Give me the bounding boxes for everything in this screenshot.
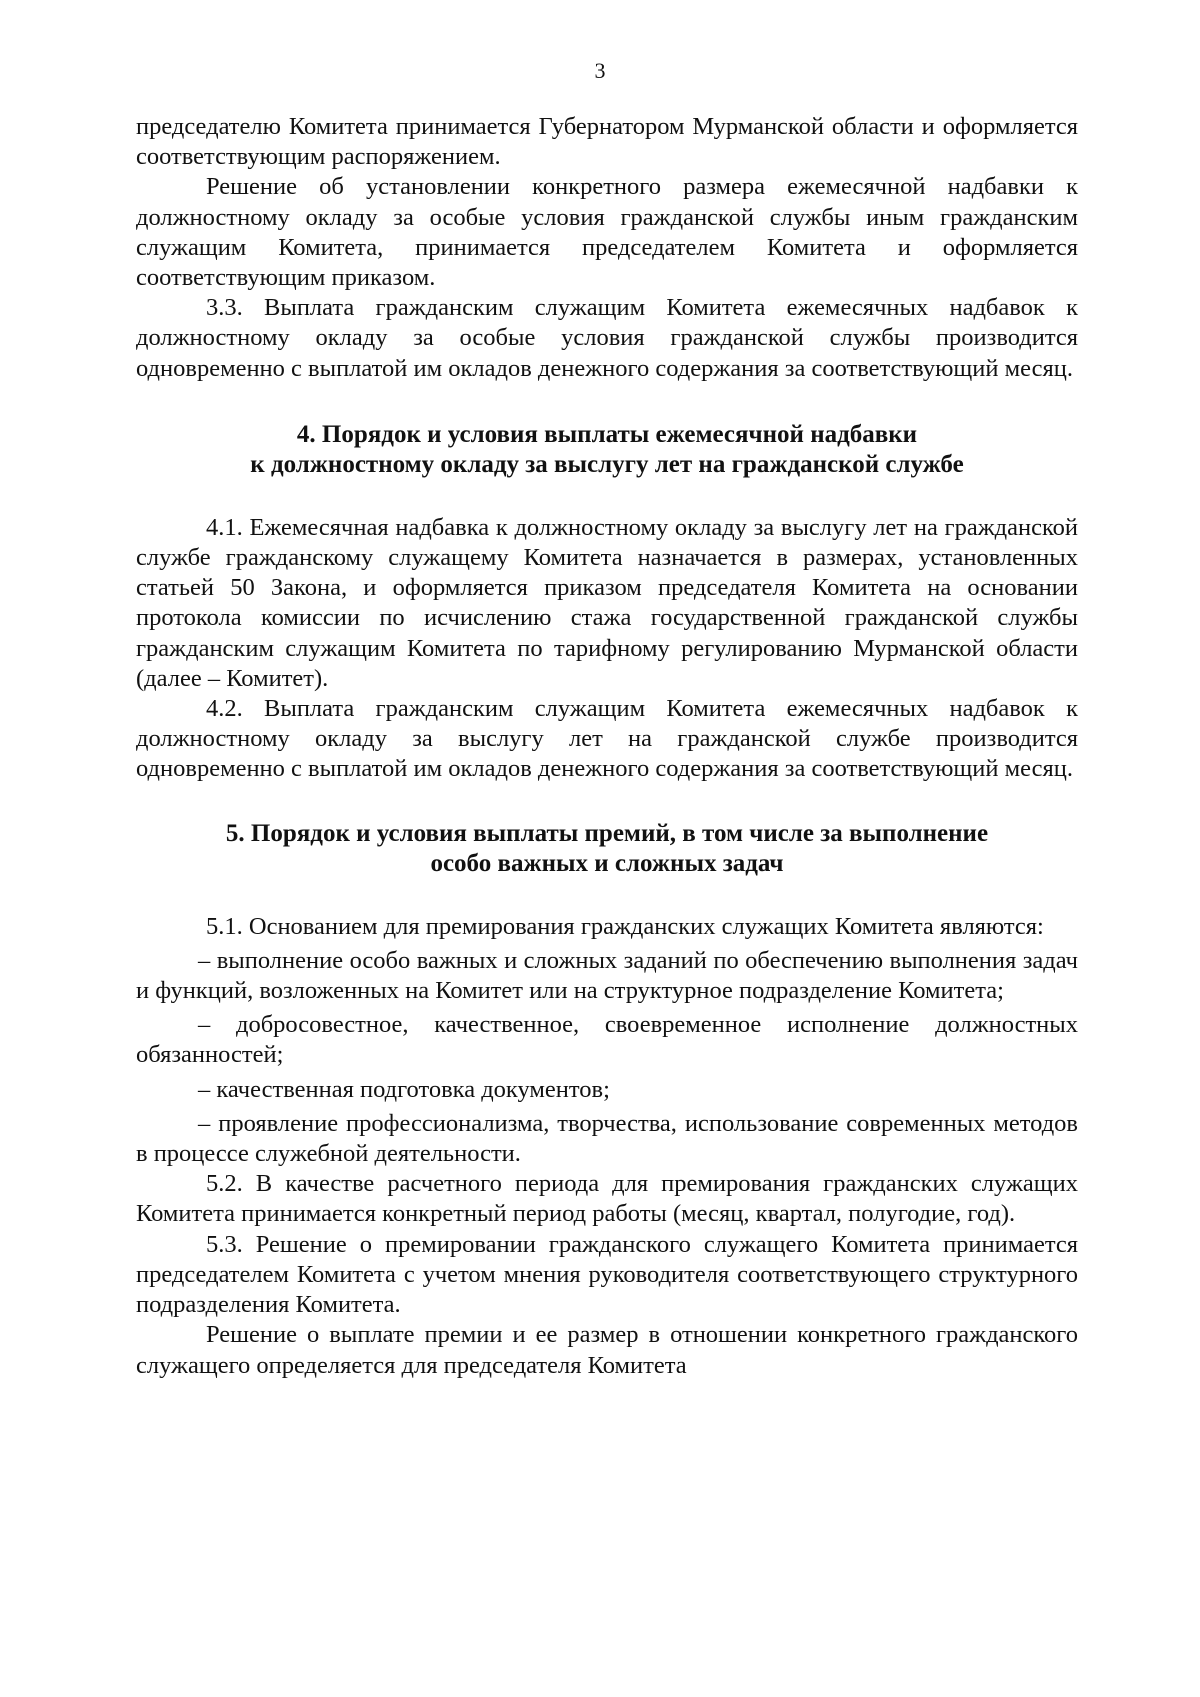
paragraph-4-1: 4.1. Ежемесячная надбавка к должностному окладу за выслугу лет на гражданской службе гражданскому служащему Комитета назначается в размерах, установленных статьей 50 Закона, и оформляется приказом председателя Комитета на основании протокола комиссии по исчислению стажа государственной гражданской службы гражданским служащим Комитета по тарифному регулированию Мурманской области (далее – Комитет). <box>136 513 1078 692</box>
list-item: – качественная подготовка документов; <box>198 1075 610 1103</box>
paragraph-continuation: председателю Комитета принимается Губернатором Мурманской области и оформляется соответствующим распоряжением. <box>136 113 1078 171</box>
paragraph-5-2: 5.2. В качестве расчетного периода для премирования гражданских служащих Комитета принимается конкретный период работы (месяц, квартал, полугодие, год). <box>136 1170 1078 1228</box>
document-body <box>136 112 1078 1381</box>
paragraph-5-3-decision: Решение о выплате премии и ее размер в отношении конкретного гражданского служащего определяется для председателя Комитета <box>136 1321 1078 1379</box>
section-4-heading <box>136 420 1078 481</box>
page-number: 3 <box>594 58 606 83</box>
section-5-heading <box>136 819 1078 880</box>
paragraph-5-3: 5.3. Решение о премировании гражданского служащего Комитета принимается председателем Комитета с учетом мнения руководителя соответствующего структурного подразделения Комитета. <box>136 1230 1078 1319</box>
section-4-heading-line-2: к должностному окладу за выслугу лет на гражданской службе <box>250 451 964 479</box>
paragraph-5-1: 5.1. Основанием для премирования гражданских служащих Комитета являются: <box>206 912 1044 940</box>
list-item: – выполнение особо важных и сложных заданий по обеспечению выполнения задач и функций, возложенных на Комитет или на структурное подразделение Комитета; <box>136 946 1078 1005</box>
paragraph-decision-other-servants: Решение об установлении конкретного размера ежемесячной надбавки к должностному окладу за особые условия гражданской службы иным гражданским служащим Комитета, принимается председателем Комитета и оформляется соответствующим приказом. <box>136 173 1078 292</box>
section-5-heading-line-1: 5. Порядок и условия выплаты премий, в том числе за выполнение <box>225 819 989 847</box>
list-item: – добросовестное, качественное, своевременное исполнение должностных обязанностей; <box>136 1011 1078 1069</box>
paragraph-3-3: 3.3. Выплата гражданским служащим Комитета ежемесячных надбавок к должностному окладу за особые условия гражданской службы производится одновременно с выплатой им окладов денежного содержания за соответствующий месяц. <box>136 294 1078 382</box>
list-item: – проявление профессионализма, творчества, использование современных методов в процессе служебной деятельности. <box>136 1109 1078 1168</box>
section-5-heading-line-2: особо важных и сложных задач <box>430 850 784 878</box>
paragraph-4-2: 4.2. Выплата гражданским служащим Комитета ежемесячных надбавок к должностному окладу за выслугу лет на гражданской службе производится одновременно с выплатой им окладов денежного содержания за соответствующий месяц. <box>136 695 1078 783</box>
section-4-heading-line-1: 4. Порядок и условия выплаты ежемесячной надбавки <box>296 420 918 448</box>
